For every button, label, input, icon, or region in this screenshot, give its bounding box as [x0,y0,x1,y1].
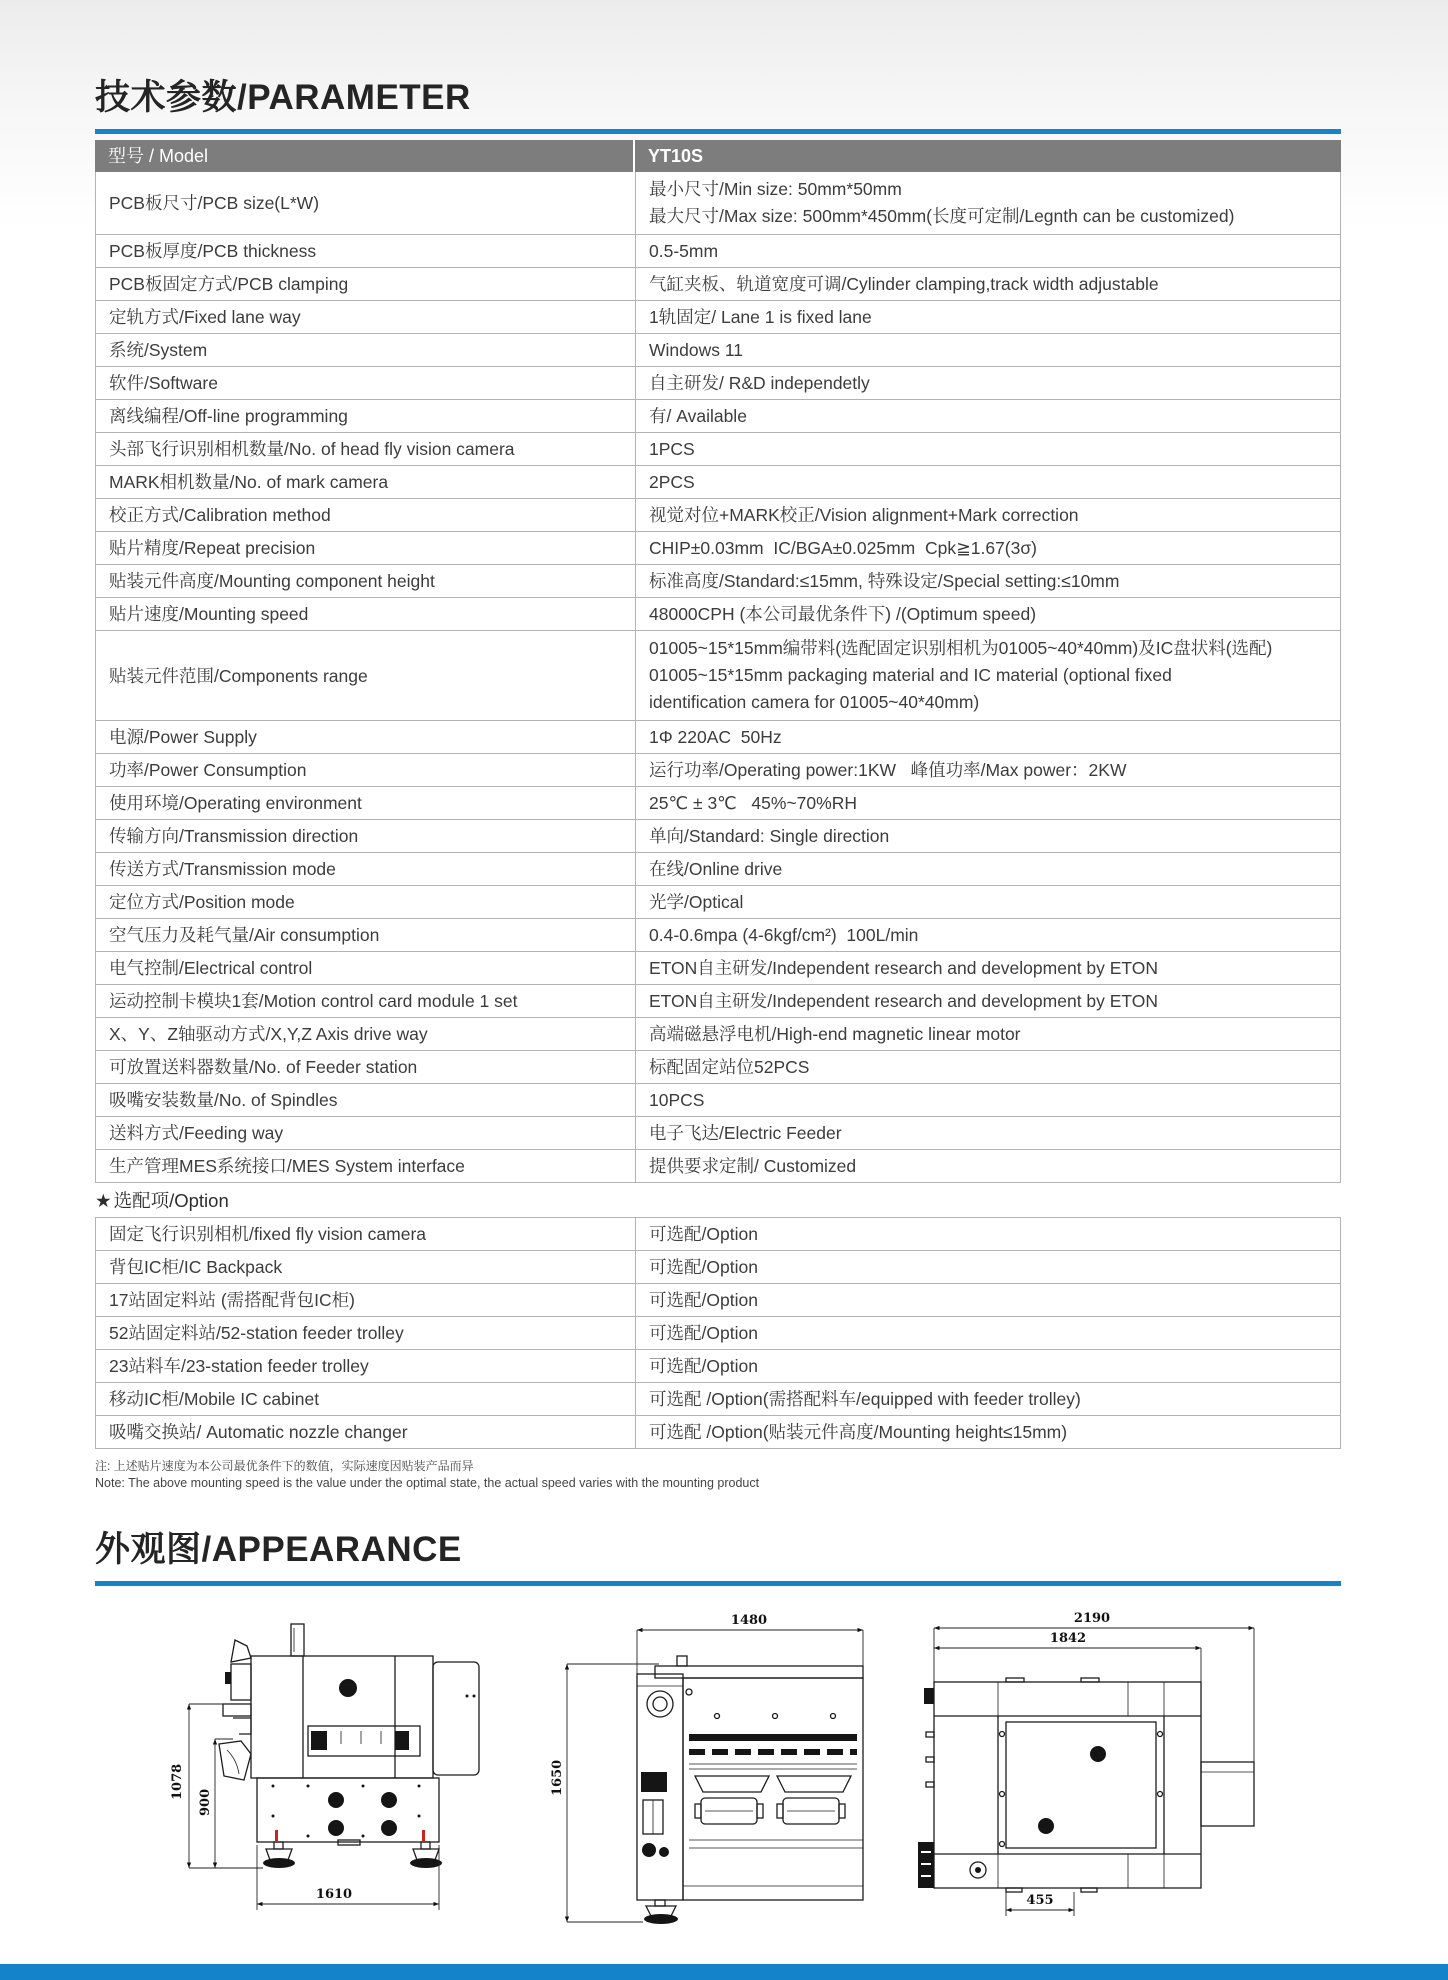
spec-value-line: ETON自主研发/Independent research and development by ETON [649,991,1159,1011]
dimension-label: 900 [198,1788,213,1816]
spec-label: 系统/System [96,334,636,366]
spec-value [636,367,1340,399]
spec-value-line: 1Φ 220AC 50Hz [649,727,782,747]
spec-value [636,1383,1340,1415]
spec-value-line: 01005~15*15mm packaging material and IC material (optional fixed [649,665,1172,685]
spec-label: 52站固定料站/52-station feeder trolley [96,1317,636,1349]
option-section-header [95,1183,1341,1217]
spec-label: 贴片精度/Repeat precision [96,532,636,564]
parameter-section-title: 技术参数/PARAMETER [95,78,471,117]
spec-label: MARK相机数量/No. of mark camera [96,466,636,498]
spec-value [636,433,1340,465]
spec-value-line: 0.4-0.6mpa (4-6kgf/cm²) 100L/min [649,925,919,945]
spec-value [636,172,1340,234]
spec-value [636,721,1340,753]
spec-value [636,499,1340,531]
spec-value-line: 标准高度/Standard:≤15mm, 特殊设定/Special setting:≤10mm [649,571,1120,591]
parameter-table [95,140,1341,1183]
spec-value [636,598,1340,630]
spec-row [95,1018,1341,1051]
spec-label: 功率/Power Consumption [96,754,636,786]
spec-label: 吸嘴交换站/ Automatic nozzle changer [96,1416,636,1448]
spec-row [95,721,1341,754]
spec-value-line: 2PCS [649,472,695,492]
spec-row [95,433,1341,466]
spec-value-line: 10PCS [649,1090,705,1110]
dimension-label: 1842 [1049,1631,1087,1646]
spec-value [636,1251,1340,1283]
spec-value-line: 电子飞达/Electric Feeder [649,1123,842,1143]
spec-row [95,952,1341,985]
spec-row [95,1117,1341,1150]
spec-row [95,499,1341,532]
option-section-title: 选配项/Option [113,1190,229,1211]
spec-value-line: 最大尺寸/Max size: 500mm*450mm(长度可定制/Legnth can be customized) [649,206,1235,226]
spec-value-line: 1PCS [649,439,695,459]
front-view-drawing [537,1604,872,1934]
spec-row [95,1317,1341,1350]
spec-value-line: 可选配/Option [649,1257,758,1277]
spec-value-line: 最小尺寸/Min size: 50mm*50mm [649,179,902,199]
spec-value [636,886,1340,918]
spec-label: 23站料车/23-station feeder trolley [96,1350,636,1382]
spec-value [636,1117,1340,1149]
spec-label: 头部飞行识别相机数量/No. of head fly vision camera [96,433,636,465]
spec-row [95,301,1341,334]
appearance-title-underline [95,1581,1341,1586]
spec-value [636,532,1340,564]
spec-value-line: 自主研发/ R&D independetly [649,373,870,393]
spec-row [95,1350,1341,1383]
spec-label: X、Y、Z轴驱动方式/X,Y,Z Axis drive way [96,1018,636,1050]
spec-row [95,172,1341,235]
spec-value-line: 25℃ ± 3℃ 45%~70%RH [649,793,857,813]
spec-label: 传送方式/Transmission mode [96,853,636,885]
spec-label: 17站固定料站 (需搭配背包IC柜) [96,1284,636,1316]
spec-value [636,1150,1340,1182]
spec-value-line: 有/ Available [649,406,747,426]
spec-row [95,367,1341,400]
spec-row [95,631,1341,721]
spec-label: 定位方式/Position mode [96,886,636,918]
spec-row [95,853,1341,886]
model-header-value: YT10S [648,146,704,166]
spec-label: 贴装元件范围/Components range [96,631,636,720]
note-chinese: 注: 上述贴片速度为本公司最优条件下的数值，实际速度因贴装产品而异 [95,1459,474,1473]
spec-label: 可放置送料器数量/No. of Feeder station [96,1051,636,1083]
spec-value-line: 可选配 /Option(贴装元件高度/Mounting height≤15mm) [649,1422,1068,1442]
dimension-label: 1480 [730,1613,768,1628]
spec-value [636,1416,1340,1448]
spec-value [636,787,1340,819]
spec-label: PCB板厚度/PCB thickness [96,235,636,267]
spec-label: 电气控制/Electrical control [96,952,636,984]
dimension-label: 1078 [170,1763,185,1800]
spec-label: 空气压力及耗气量/Air consumption [96,919,636,951]
spec-row [95,820,1341,853]
spec-row [95,598,1341,631]
dimension-label: 2190 [1073,1611,1111,1626]
option-table [95,1217,1341,1449]
spec-value [636,820,1340,852]
spec-value [636,631,1340,720]
spec-row [95,1084,1341,1117]
spec-label: 使用环境/Operating environment [96,787,636,819]
spec-label: 固定飞行识别相机/fixed fly vision camera [96,1218,636,1250]
spec-label: 背包IC柜/IC Backpack [96,1251,636,1283]
star-icon: ★ [95,1190,112,1211]
spec-value-line: Windows 11 [649,340,744,360]
side-view-drawing [123,1604,503,1934]
spec-row [95,787,1341,820]
spec-value-line: 0.5-5mm [649,241,719,261]
red-level-mark [422,1830,425,1841]
spec-label: 传输方向/Transmission direction [96,820,636,852]
spec-value [636,919,1340,951]
spec-value [636,1051,1340,1083]
spec-value [636,853,1340,885]
spec-value [636,301,1340,333]
spec-value-line: 可选配/Option [649,1356,758,1376]
spec-row [95,334,1341,367]
spec-label: 送料方式/Feeding way [96,1117,636,1149]
spec-row [95,1051,1341,1084]
spec-label: PCB板尺寸/PCB size(L*W) [96,172,636,234]
spec-row [95,919,1341,952]
spec-value-line: 48000CPH (本公司最优条件下) /(Optimum speed) [649,604,1037,624]
spec-row [95,565,1341,598]
spec-label: 软件/Software [96,367,636,399]
top-view-drawing [906,1604,1266,1934]
spec-row [95,1217,1341,1251]
note-english: Note: The above mounting speed is the value under the optimal state, the actual speed varies with the mounting product [95,1476,760,1490]
spec-value-line: 在线/Online drive [649,859,783,879]
spec-row [95,1416,1341,1449]
spec-value [636,334,1340,366]
dimension-label: 1610 [315,1887,353,1902]
spec-row [95,466,1341,499]
spec-value [636,400,1340,432]
spec-value-line: 高端磁悬浮电机/High-end magnetic linear motor [649,1024,1021,1044]
spec-label: 校正方式/Calibration method [96,499,636,531]
spec-value [636,235,1340,267]
appearance-section-title: 外观图/APPEARANCE [95,1530,462,1569]
red-level-mark [275,1830,278,1841]
spec-row [95,985,1341,1018]
spec-value-line: 气缸夹板、轨道宽度可调/Cylinder clamping,track width adjustable [649,274,1159,294]
spec-row [95,400,1341,433]
spec-value-line: 可选配/Option [649,1290,758,1310]
spec-value [636,466,1340,498]
parameter-table-header [95,140,1341,172]
spec-label: 贴片速度/Mounting speed [96,598,636,630]
spec-value-line: identification camera for 01005~40*40mm) [649,692,980,712]
spec-row [95,532,1341,565]
spec-row [95,1150,1341,1183]
spec-label: 生产管理MES系统接口/MES System interface [96,1150,636,1182]
spec-label: 电源/Power Supply [96,721,636,753]
spec-row [95,1284,1341,1317]
spec-value [636,1317,1340,1349]
spec-value-line: 标配固定站位52PCS [649,1057,810,1077]
spec-value [636,1284,1340,1316]
spec-value [636,268,1340,300]
spec-value [636,754,1340,786]
dimension-label: 1650 [550,1759,565,1796]
spec-row [95,1251,1341,1284]
spec-value-line: 可选配/Option [649,1323,758,1343]
spec-value-line: 可选配/Option [649,1224,758,1244]
spec-value-line: 01005~15*15mm编带料(选配固定识别相机为01005~40*40mm)及IC盘状料(选配) [649,638,1273,658]
spec-label: 移动IC柜/Mobile IC cabinet [96,1383,636,1415]
spec-row [95,235,1341,268]
spec-label: PCB板固定方式/PCB clamping [96,268,636,300]
dimension-label: 455 [1026,1893,1054,1908]
spec-value-line: ETON自主研发/Independent research and development by ETON [649,958,1159,978]
spec-label: 运动控制卡模块1套/Motion control card module 1 set [96,985,636,1017]
spec-value-line: 提供要求定制/ Customized [649,1156,857,1176]
spec-value [636,952,1340,984]
spec-value [636,985,1340,1017]
appearance-drawings [95,1604,1341,1934]
footer-accent-bar [0,1964,1448,1980]
spec-label: 定轨方式/Fixed lane way [96,301,636,333]
spec-value [636,1018,1340,1050]
spec-value [636,1084,1340,1116]
spec-row [95,754,1341,787]
spec-value-line: 单向/Standard: Single direction [649,826,890,846]
spec-label: 吸嘴安装数量/No. of Spindles [96,1084,636,1116]
spec-value [636,1218,1340,1250]
spec-value-line: 运行功率/Operating power:1KW 峰值功率/Max power：2KW [649,760,1127,780]
model-header-label: 型号 / Model [95,140,635,172]
spec-label: 贴装元件高度/Mounting component height [96,565,636,597]
spec-label: 离线编程/Off-line programming [96,400,636,432]
page-content [95,0,1341,1934]
parameter-title-underline [95,129,1341,134]
spec-value-line: 1轨固定/ Lane 1 is fixed lane [649,307,872,327]
spec-value-line: 光学/Optical [649,892,744,912]
spec-value-line: 视觉对位+MARK校正/Vision alignment+Mark correction [649,505,1079,525]
spec-value [636,565,1340,597]
spec-value [636,1350,1340,1382]
spec-row [95,886,1341,919]
spec-row [95,268,1341,301]
footnotes [95,1458,1341,1492]
spec-row [95,1383,1341,1416]
spec-value-line: 可选配 /Option(需搭配料车/equipped with feeder trolley) [649,1389,1081,1409]
spec-value-line: CHIP±0.03mm IC/BGA±0.025mm Cpk≧1.67(3σ) [649,538,1037,558]
